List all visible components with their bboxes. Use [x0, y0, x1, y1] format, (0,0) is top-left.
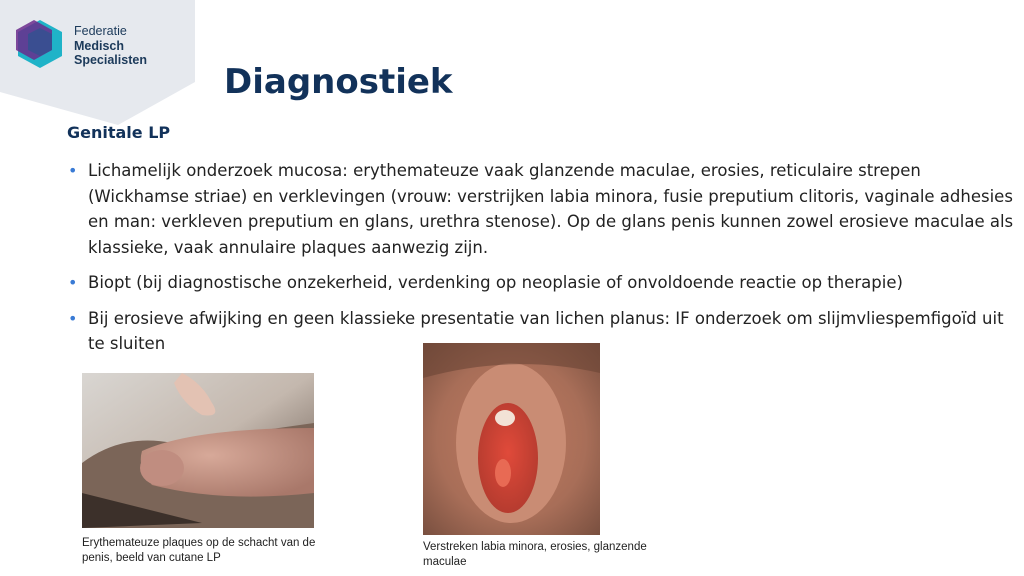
logo-hexagon-icon	[14, 18, 66, 70]
slide-title: Diagnostiek	[224, 62, 453, 102]
figure-caption-1: Erythemateuze plaques op de schacht van de penis, beeld van cutane LP	[82, 537, 316, 564]
bullet-item: • Bij erosieve afwijking en geen klassieke presentatie van lichen planus: IF onderzoek om slijmvliespemfigoïd uit te sluiten	[67, 306, 1024, 357]
clinical-photo-vulva	[423, 343, 600, 535]
logo-text	[74, 24, 147, 68]
bullet-list	[67, 158, 1024, 367]
section-subtitle: Genitale LP	[67, 123, 171, 142]
figure-caption-2: Verstreken labia minora, erosies, glanzende maculae	[423, 541, 647, 568]
logo-line-1: Federatie	[74, 24, 127, 38]
logo-line-2: Medisch	[74, 38, 125, 53]
bullet-item: • Biopt (bij diagnostische onzekerheid, verdenking op neoplasie of onvoldoende reactie op therapie)	[67, 270, 1024, 296]
logo-line-3: Specialisten	[74, 53, 147, 67]
clinical-photo-penis	[82, 373, 314, 528]
bullet-item: • Lichamelijk onderzoek mucosa: erythemateuze vaak glanzende maculae, erosies, reticulaire strepen (Wickhamse striae) en verklevingen (vrouw: verstrijken labia minora, fusie preputium clitoris, vaginale adhesies en man: verkleven preputium en glans, urethra stenose). Op de glans penis kunnen zowel erosieve maculae als klassieke, vaak annulaire plaques aanwezig zijn.	[67, 158, 1024, 260]
